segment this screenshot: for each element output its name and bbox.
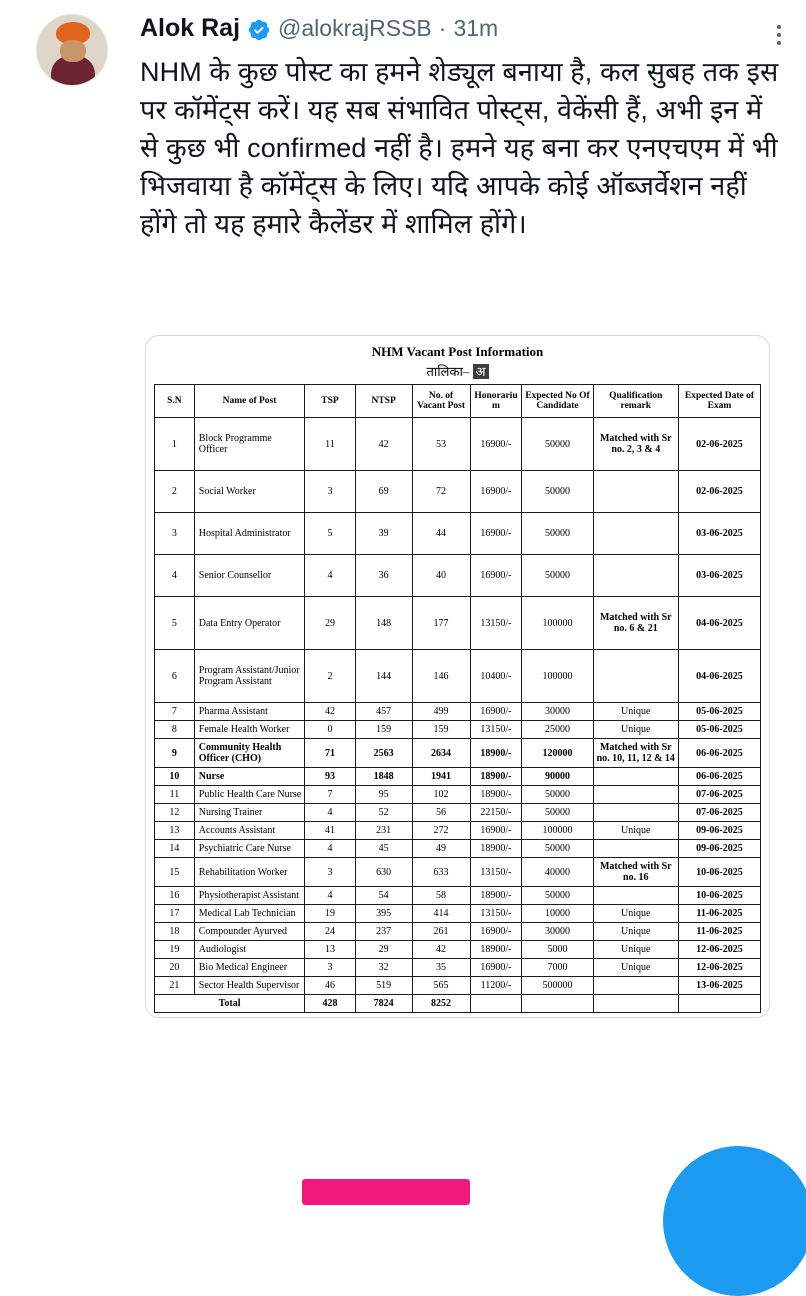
table-cell-honorarium: 16900/- <box>470 418 522 471</box>
table-cell-vacant: 177 <box>412 597 470 650</box>
table-cell-candidates: 5000 <box>522 941 593 959</box>
table-cell-post: Bio Medical Engineer <box>194 959 304 977</box>
column-header: No. of Vacant Post <box>412 385 470 418</box>
table-cell-ntsp: 457 <box>355 703 412 721</box>
table-cell-ntsp: 32 <box>355 959 412 977</box>
table-cell-date: 11-06-2025 <box>678 905 760 923</box>
table-cell-remark <box>593 513 678 555</box>
table-cell-candidates: 30000 <box>522 923 593 941</box>
attached-image-card[interactable] <box>145 335 770 1018</box>
tweet-header <box>140 14 790 43</box>
table-cell-sn: 7 <box>155 703 195 721</box>
table-cell-post: Community Health Officer (CHO) <box>194 739 304 768</box>
table-cell-remark <box>593 840 678 858</box>
vacancy-table <box>154 384 761 1013</box>
table-cell-sn: 4 <box>155 555 195 597</box>
table-cell-date: 09-06-2025 <box>678 840 760 858</box>
table-cell-honorarium: 11200/- <box>470 977 522 995</box>
table-cell-post: Program Assistant/Junior Program Assistant <box>194 650 304 703</box>
table-row <box>155 786 761 804</box>
table-cell-sn: 20 <box>155 959 195 977</box>
total-cell <box>470 995 522 1013</box>
table-cell-honorarium: 16900/- <box>470 555 522 597</box>
table-cell-candidates: 100000 <box>522 597 593 650</box>
table-cell-ntsp: 630 <box>355 858 412 887</box>
table-cell-candidates: 40000 <box>522 858 593 887</box>
table-cell-ntsp: 1848 <box>355 768 412 786</box>
table-cell-post: Social Worker <box>194 471 304 513</box>
total-cell <box>593 995 678 1013</box>
table-cell-candidates: 50000 <box>522 513 593 555</box>
table-cell-sn: 1 <box>155 418 195 471</box>
tweet-text: NHM के कुछ पोस्ट का हमने शेड्यूल बनाया है, कल सुबह तक इस पर कॉमेंट्स करें। यह सब संभावित पोस्ट्स, वेकेंसी हैं, अभी इन में से कुछ भी confirmed नहीं है। हमने यह बना कर एनएचएम में भी भिजवाया है कॉमेंट्स के लिए। यदि आपके कोई ऑब्जर्वेशन नहीं होंगे तो यह हमारे कैलेंडर में शामिल होंगे। <box>140 57 779 239</box>
table-cell-honorarium: 13150/- <box>470 721 522 739</box>
pink-overlay <box>302 1179 470 1205</box>
author-handle[interactable]: @alokrajRSSB <box>278 15 432 41</box>
table-cell-honorarium: 18900/- <box>470 941 522 959</box>
table-cell-date: 03-06-2025 <box>678 555 760 597</box>
more-menu-button[interactable] <box>764 20 794 50</box>
table-cell-tsp: 71 <box>305 739 355 768</box>
column-header: S.N <box>155 385 195 418</box>
table-cell-remark <box>593 977 678 995</box>
table-cell-remark: Matched with Sr no. 6 & 21 <box>593 597 678 650</box>
avatar-photo <box>37 15 107 85</box>
table-cell-remark: Unique <box>593 941 678 959</box>
table-cell-candidates: 100000 <box>522 822 593 840</box>
table-row <box>155 739 761 768</box>
table-row <box>155 804 761 822</box>
more-dot <box>777 33 781 37</box>
table-cell-candidates: 30000 <box>522 703 593 721</box>
table-cell-tsp: 3 <box>305 959 355 977</box>
table-cell-vacant: 72 <box>412 471 470 513</box>
table-cell-date: 10-06-2025 <box>678 887 760 905</box>
table-cell-vacant: 565 <box>412 977 470 995</box>
table-cell-date: 07-06-2025 <box>678 786 760 804</box>
table-cell-ntsp: 231 <box>355 822 412 840</box>
table-cell-tsp: 42 <box>305 703 355 721</box>
table-cell-post: Accounts Assistant <box>194 822 304 840</box>
table-cell-post: Rehabilitation Worker <box>194 858 304 887</box>
table-cell-tsp: 5 <box>305 513 355 555</box>
table-cell-ntsp: 144 <box>355 650 412 703</box>
table-cell-vacant: 1941 <box>412 768 470 786</box>
table-cell-date: 12-06-2025 <box>678 959 760 977</box>
table-cell-sn: 5 <box>155 597 195 650</box>
table-row <box>155 703 761 721</box>
table-subtitle <box>154 362 761 380</box>
table-cell-ntsp: 2563 <box>355 739 412 768</box>
table-subtitle-highlight: अ <box>473 364 489 379</box>
table-row <box>155 418 761 471</box>
table-total-row <box>155 995 761 1013</box>
table-subtitle-text: तालिका– <box>426 364 473 379</box>
more-dot <box>777 41 781 45</box>
table-cell-vacant: 633 <box>412 858 470 887</box>
table-cell-date: 05-06-2025 <box>678 703 760 721</box>
table-cell-post: Medical Lab Technician <box>194 905 304 923</box>
table-cell-ntsp: 395 <box>355 905 412 923</box>
table-cell-date: 06-06-2025 <box>678 768 760 786</box>
total-cell: 428 <box>305 995 355 1013</box>
table-cell-date: 12-06-2025 <box>678 941 760 959</box>
table-cell-date: 05-06-2025 <box>678 721 760 739</box>
table-cell-vacant: 42 <box>412 941 470 959</box>
table-cell-ntsp: 39 <box>355 513 412 555</box>
table-cell-ntsp: 52 <box>355 804 412 822</box>
table-cell-date: 11-06-2025 <box>678 923 760 941</box>
table-cell-ntsp: 519 <box>355 977 412 995</box>
table-cell-date: 10-06-2025 <box>678 858 760 887</box>
table-cell-candidates: 25000 <box>522 721 593 739</box>
table-cell-honorarium: 16900/- <box>470 923 522 941</box>
table-cell-remark <box>593 650 678 703</box>
table-cell-honorarium: 18900/- <box>470 786 522 804</box>
table-row <box>155 822 761 840</box>
table-row <box>155 513 761 555</box>
table-cell-tsp: 0 <box>305 721 355 739</box>
table-cell-honorarium: 16900/- <box>470 513 522 555</box>
table-cell-ntsp: 36 <box>355 555 412 597</box>
compose-fab[interactable] <box>663 1146 806 1296</box>
table-cell-vacant: 56 <box>412 804 470 822</box>
table-cell-remark: Unique <box>593 721 678 739</box>
tweet <box>0 0 806 243</box>
table-cell-post: Senior Counsellor <box>194 555 304 597</box>
table-cell-vacant: 44 <box>412 513 470 555</box>
table-cell-remark <box>593 555 678 597</box>
table-cell-ntsp: 95 <box>355 786 412 804</box>
table-cell-sn: 10 <box>155 768 195 786</box>
table-cell-honorarium: 18900/- <box>470 739 522 768</box>
table-cell-vacant: 2634 <box>412 739 470 768</box>
total-label: Total <box>155 995 305 1013</box>
table-cell-ntsp: 45 <box>355 840 412 858</box>
table-cell-candidates: 50000 <box>522 887 593 905</box>
table-cell-candidates: 100000 <box>522 650 593 703</box>
table-row <box>155 941 761 959</box>
table-cell-sn: 21 <box>155 977 195 995</box>
table-row <box>155 721 761 739</box>
table-cell-sn: 17 <box>155 905 195 923</box>
table-cell-vacant: 414 <box>412 905 470 923</box>
table-cell-tsp: 24 <box>305 923 355 941</box>
table-cell-candidates: 50000 <box>522 804 593 822</box>
table-cell-candidates: 90000 <box>522 768 593 786</box>
avatar[interactable] <box>36 14 108 86</box>
table-cell-post: Physiotherapist Assistant <box>194 887 304 905</box>
table-cell-date: 04-06-2025 <box>678 650 760 703</box>
table-cell-candidates: 120000 <box>522 739 593 768</box>
table-cell-sn: 14 <box>155 840 195 858</box>
table-cell-honorarium: 18900/- <box>470 840 522 858</box>
table-row <box>155 555 761 597</box>
table-cell-remark: Matched with Sr no. 16 <box>593 858 678 887</box>
table-cell-honorarium: 13150/- <box>470 905 522 923</box>
table-cell-sn: 16 <box>155 887 195 905</box>
table-cell-remark <box>593 471 678 513</box>
table-cell-remark: Unique <box>593 822 678 840</box>
table-cell-candidates: 500000 <box>522 977 593 995</box>
total-cell: 8252 <box>412 995 470 1013</box>
table-cell-sn: 18 <box>155 923 195 941</box>
table-cell-tsp: 4 <box>305 840 355 858</box>
table-cell-vacant: 53 <box>412 418 470 471</box>
column-header: Honorarium <box>470 385 522 418</box>
table-cell-honorarium: 16900/- <box>470 822 522 840</box>
table-cell-remark: Unique <box>593 923 678 941</box>
table-header <box>155 385 761 418</box>
table-cell-date: 07-06-2025 <box>678 804 760 822</box>
table-row <box>155 977 761 995</box>
table-cell-remark: Unique <box>593 703 678 721</box>
table-row <box>155 887 761 905</box>
table-cell-post: Sector Health Supervisor <box>194 977 304 995</box>
table-cell-date: 09-06-2025 <box>678 822 760 840</box>
table-cell-ntsp: 237 <box>355 923 412 941</box>
table-cell-ntsp: 42 <box>355 418 412 471</box>
total-cell <box>678 995 760 1013</box>
table-cell-remark: Unique <box>593 905 678 923</box>
table-cell-sn: 12 <box>155 804 195 822</box>
table-cell-post: Nurse <box>194 768 304 786</box>
table-cell-remark: Matched with Sr no. 2, 3 & 4 <box>593 418 678 471</box>
table-cell-tsp: 4 <box>305 887 355 905</box>
table-cell-post: Block Programme Officer <box>194 418 304 471</box>
table-cell-sn: 11 <box>155 786 195 804</box>
table-cell-remark <box>593 786 678 804</box>
table-cell-post: Pharma Assistant <box>194 703 304 721</box>
table-cell-sn: 13 <box>155 822 195 840</box>
table-cell-ntsp: 148 <box>355 597 412 650</box>
table-cell-post: Nursing Trainer <box>194 804 304 822</box>
table-cell-honorarium: 13150/- <box>470 597 522 650</box>
table-cell-date: 04-06-2025 <box>678 597 760 650</box>
table-cell-honorarium: 16900/- <box>470 703 522 721</box>
table-cell-tsp: 3 <box>305 471 355 513</box>
author-name[interactable]: Alok Raj <box>140 14 241 42</box>
table-cell-tsp: 93 <box>305 768 355 786</box>
column-header: Expected No Of Candidate <box>522 385 593 418</box>
table-cell-date: 06-06-2025 <box>678 739 760 768</box>
table-cell-vacant: 272 <box>412 822 470 840</box>
table-cell-remark <box>593 887 678 905</box>
table-cell-tsp: 7 <box>305 786 355 804</box>
table-cell-post: Female Health Worker <box>194 721 304 739</box>
table-cell-post: Hospital Administrator <box>194 513 304 555</box>
table-cell-vacant: 40 <box>412 555 470 597</box>
table-cell-tsp: 19 <box>305 905 355 923</box>
table-cell-tsp: 4 <box>305 804 355 822</box>
table-cell-honorarium: 13150/- <box>470 858 522 887</box>
table-cell-vacant: 159 <box>412 721 470 739</box>
table-cell-vacant: 35 <box>412 959 470 977</box>
table-cell-tsp: 11 <box>305 418 355 471</box>
table-cell-sn: 2 <box>155 471 195 513</box>
verified-badge-icon <box>247 18 271 42</box>
table-row <box>155 768 761 786</box>
table-cell-honorarium: 22150/- <box>470 804 522 822</box>
table-cell-ntsp: 29 <box>355 941 412 959</box>
table-cell-date: 03-06-2025 <box>678 513 760 555</box>
table-cell-honorarium: 10400/- <box>470 650 522 703</box>
table-row <box>155 471 761 513</box>
table-cell-ntsp: 69 <box>355 471 412 513</box>
table-cell-post: Psychiatric Care Nurse <box>194 840 304 858</box>
table-cell-candidates: 50000 <box>522 418 593 471</box>
table-cell-post: Audiologist <box>194 941 304 959</box>
table-cell-tsp: 41 <box>305 822 355 840</box>
table-header-row <box>155 385 761 418</box>
table-row <box>155 959 761 977</box>
table-cell-remark <box>593 804 678 822</box>
table-cell-honorarium: 18900/- <box>470 887 522 905</box>
table-cell-vacant: 102 <box>412 786 470 804</box>
column-header: Qualification remark <box>593 385 678 418</box>
table-cell-ntsp: 54 <box>355 887 412 905</box>
table-cell-remark: Matched with Sr no. 10, 11, 12 & 14 <box>593 739 678 768</box>
table-cell-sn: 6 <box>155 650 195 703</box>
total-cell: 7824 <box>355 995 412 1013</box>
column-header: Name of Post <box>194 385 304 418</box>
table-row <box>155 905 761 923</box>
table-cell-tsp: 2 <box>305 650 355 703</box>
table-cell-date: 02-06-2025 <box>678 471 760 513</box>
table-cell-candidates: 50000 <box>522 471 593 513</box>
table-cell-vacant: 58 <box>412 887 470 905</box>
table-cell-sn: 15 <box>155 858 195 887</box>
table-row <box>155 840 761 858</box>
table-cell-tsp: 46 <box>305 977 355 995</box>
table-cell-remark <box>593 768 678 786</box>
table-cell-candidates: 50000 <box>522 786 593 804</box>
table-row <box>155 858 761 887</box>
table-row <box>155 597 761 650</box>
table-cell-post: Compounder Ayurved <box>194 923 304 941</box>
table-cell-sn: 9 <box>155 739 195 768</box>
table-cell-date: 13-06-2025 <box>678 977 760 995</box>
vacancy-table-body <box>155 418 761 1013</box>
table-cell-honorarium: 16900/- <box>470 959 522 977</box>
timestamp[interactable]: 31m <box>453 15 499 41</box>
table-cell-post: Data Entry Operator <box>194 597 304 650</box>
table-cell-candidates: 50000 <box>522 840 593 858</box>
table-cell-vacant: 146 <box>412 650 470 703</box>
table-cell-candidates: 50000 <box>522 555 593 597</box>
table-cell-candidates: 7000 <box>522 959 593 977</box>
table-cell-tsp: 4 <box>305 555 355 597</box>
table-cell-candidates: 10000 <box>522 905 593 923</box>
table-cell-honorarium: 18900/- <box>470 768 522 786</box>
table-cell-tsp: 29 <box>305 597 355 650</box>
table-cell-sn: 3 <box>155 513 195 555</box>
column-header: Expected Date of Exam <box>678 385 760 418</box>
table-cell-post: Public Health Care Nurse <box>194 786 304 804</box>
column-header: TSP <box>305 385 355 418</box>
table-cell-ntsp: 159 <box>355 721 412 739</box>
table-row <box>155 650 761 703</box>
table-cell-date: 02-06-2025 <box>678 418 760 471</box>
more-dot <box>777 25 781 29</box>
total-cell <box>522 995 593 1013</box>
table-cell-tsp: 3 <box>305 858 355 887</box>
table-cell-honorarium: 16900/- <box>470 471 522 513</box>
column-header: NTSP <box>355 385 412 418</box>
table-cell-tsp: 13 <box>305 941 355 959</box>
table-cell-remark: Unique <box>593 959 678 977</box>
table-cell-sn: 19 <box>155 941 195 959</box>
table-cell-sn: 8 <box>155 721 195 739</box>
table-row <box>155 923 761 941</box>
separator-dot: · <box>438 15 447 41</box>
table-title: NHM Vacant Post Information <box>371 344 544 359</box>
table-cell-vacant: 499 <box>412 703 470 721</box>
table-cell-vacant: 49 <box>412 840 470 858</box>
table-cell-vacant: 261 <box>412 923 470 941</box>
